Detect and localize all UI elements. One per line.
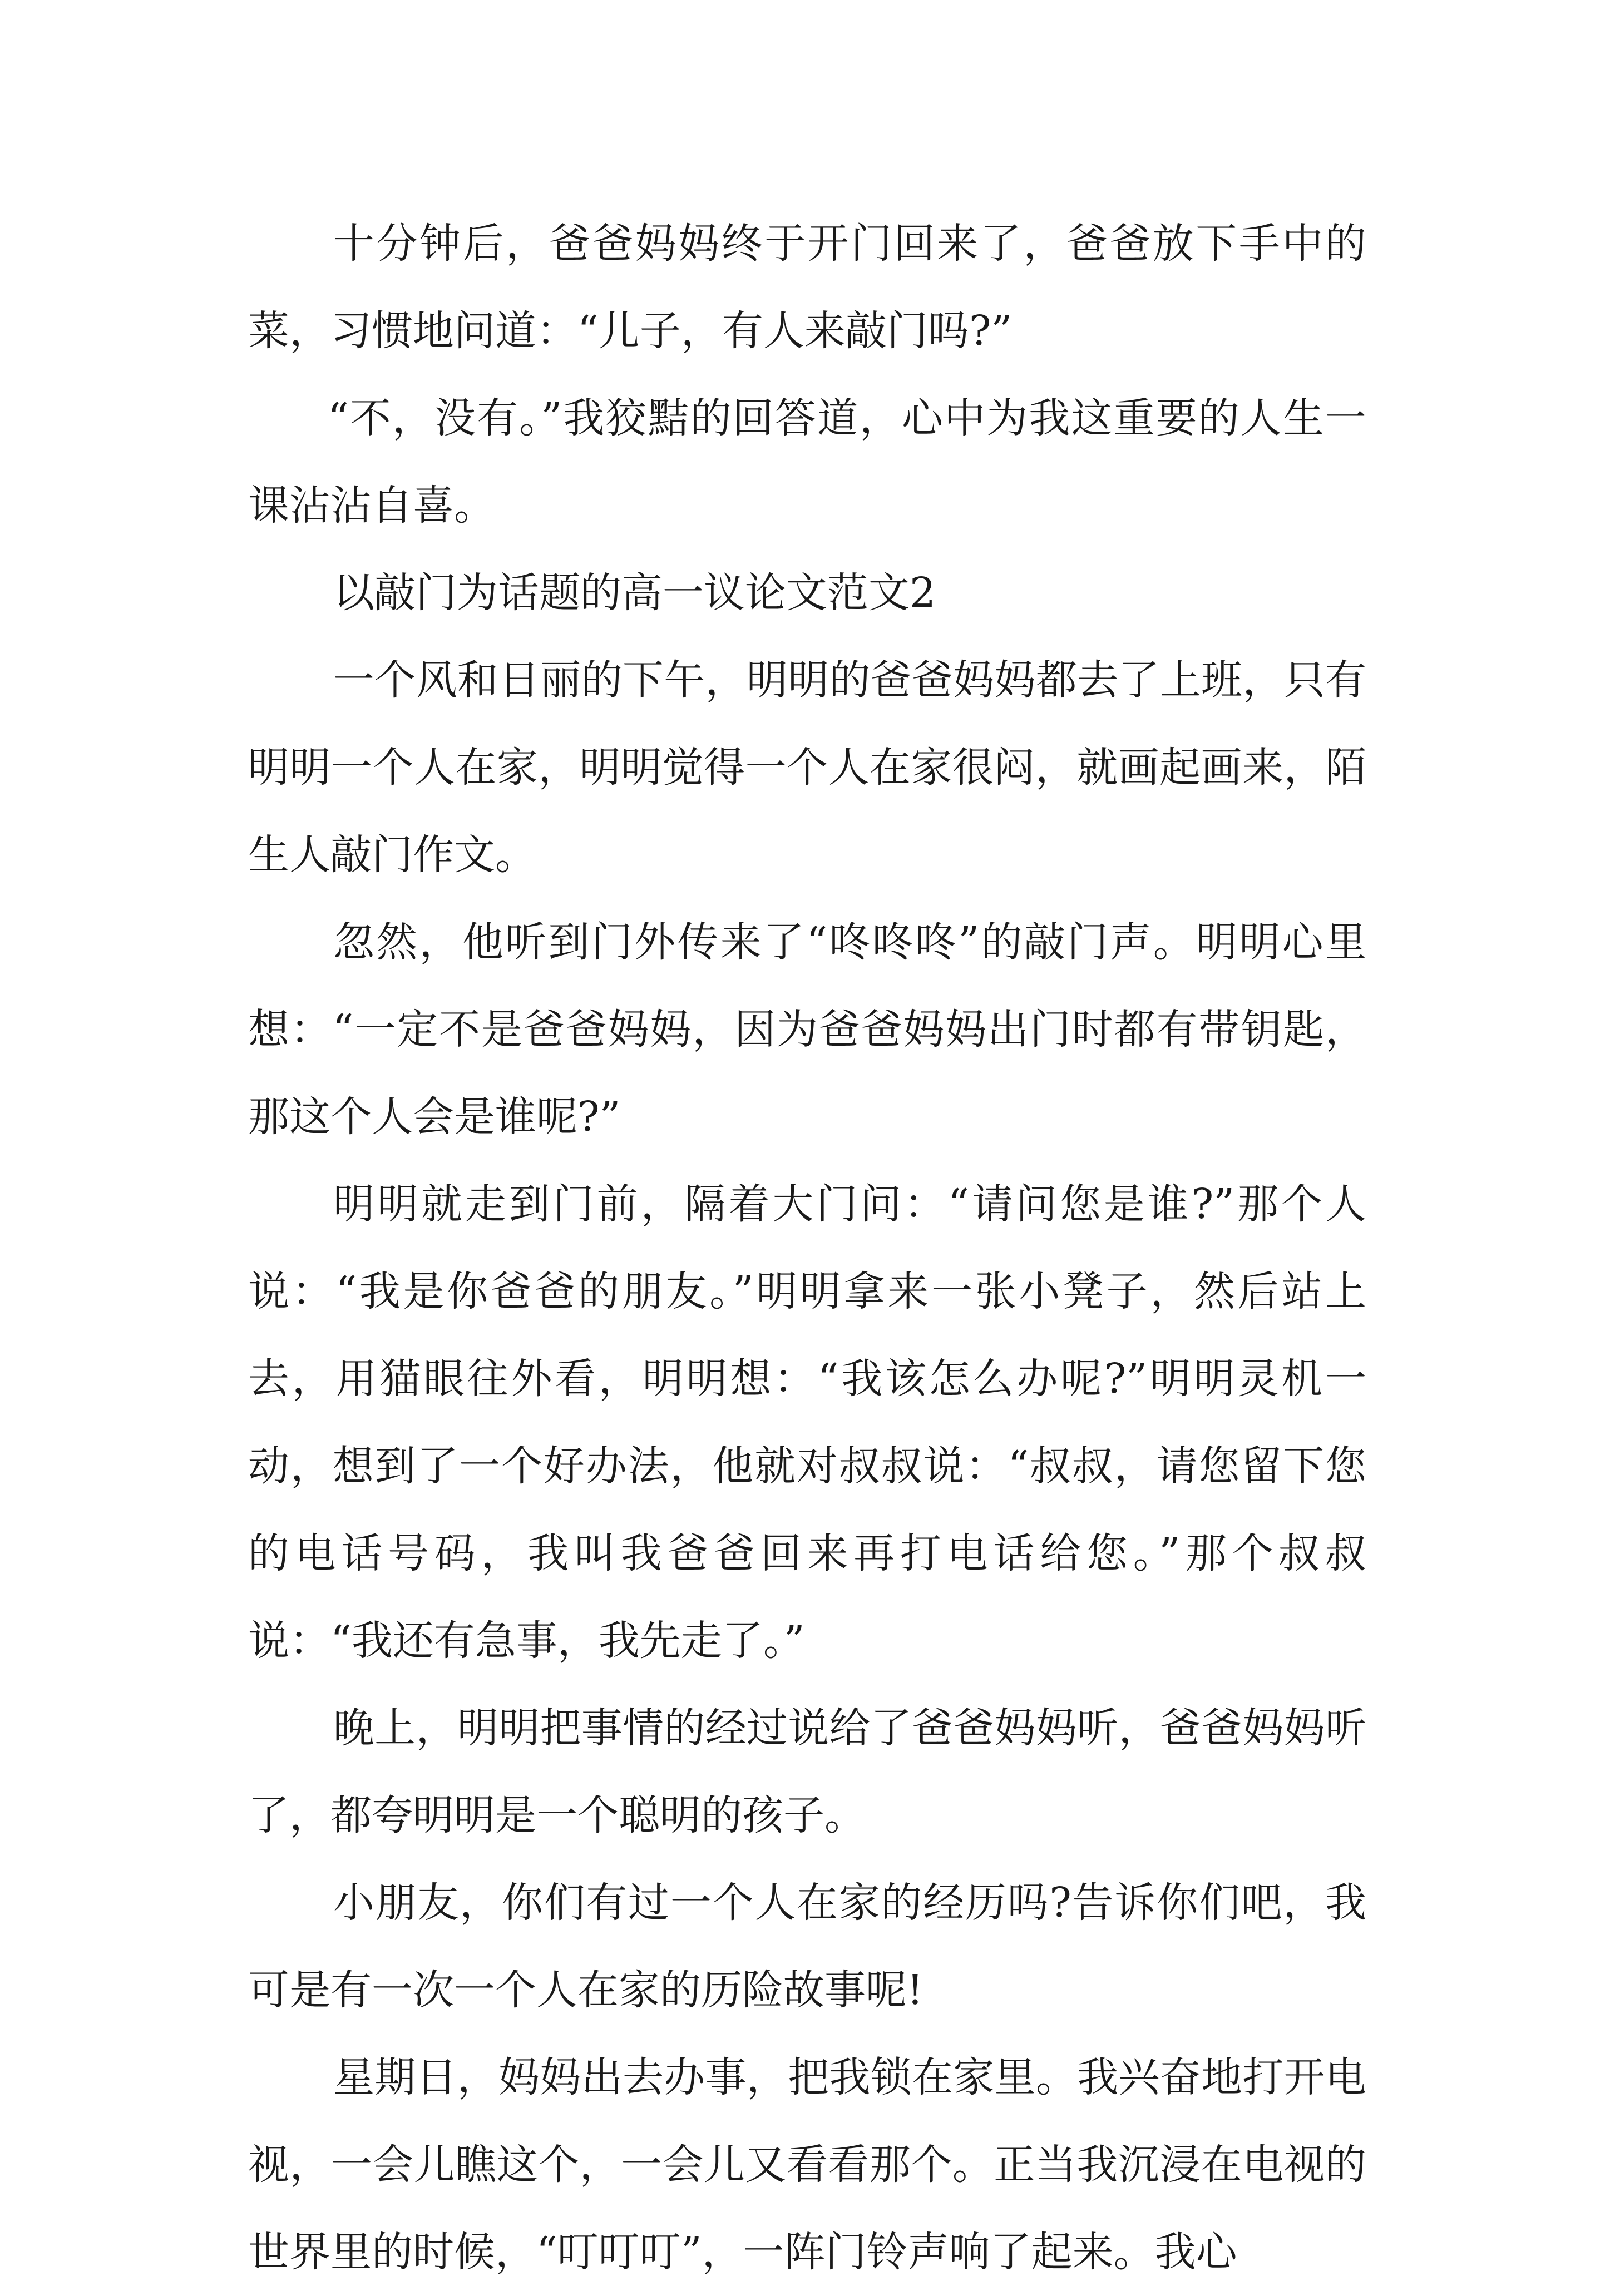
section-heading: 以敲门为话题的高一议论文范文2 [333,569,936,617]
paragraph: 一个风和日丽的下午，明明的爸爸妈妈都去了上班，只有明明一个人在家，明明觉得一个人在家很闷，就画起画来，陌生人敲门作文。 [248,656,1366,879]
document-body [248,200,1366,2296]
paragraph: 晚上，明明把事情的经过说给了爸爸妈妈听，爸爸妈妈听了，都夸明明是一个聪明的孩子。 [248,1704,1366,1839]
paragraph: 星期日，妈妈出去办事，把我锁在家里。我兴奋地打开电视，一会儿瞧这个，一会儿又看看那个。正当我沉浸在电视的世界里的时候，“叮叮叮”，一阵门铃声响了起来。我心 [248,2053,1366,2276]
paragraph: “不，没有。”我狡黠的回答道，心中为我这重要的人生一课沾沾自喜。 [248,394,1366,530]
paragraph: 忽然，他听到门外传来了“咚咚咚”的敲门声。明明心里想：“一定不是爸爸妈妈，因为爸爸妈妈出门时都有带钥匙，那这个人会是谁呢?” [248,918,1366,1141]
paragraph: 十分钟后，爸爸妈妈终于开门回来了，爸爸放下手中的菜，习惯地问道：“儿子，有人来敲门吗?” [248,220,1366,355]
paragraph: 小朋友，你们有过一个人在家的经历吗?告诉你们吧，我可是有一次一个人在家的历险故事呢! [248,1879,1366,2014]
paragraph: 明明就走到门前，隔着大门问：“请问您是谁?”那个人说：“我是你爸爸的朋友。”明明拿来一张小凳子，然后站上去，用猫眼往外看，明明想：“我该怎么办呢?”明明灵机一动，想到了一个好办法，他就对叔叔说：“叔叔，请您留下您的电话号码，我叫我爸爸回来再打电话给您。”那个叔叔说：“我还有急事，我先走了。” [248,1180,1366,1665]
